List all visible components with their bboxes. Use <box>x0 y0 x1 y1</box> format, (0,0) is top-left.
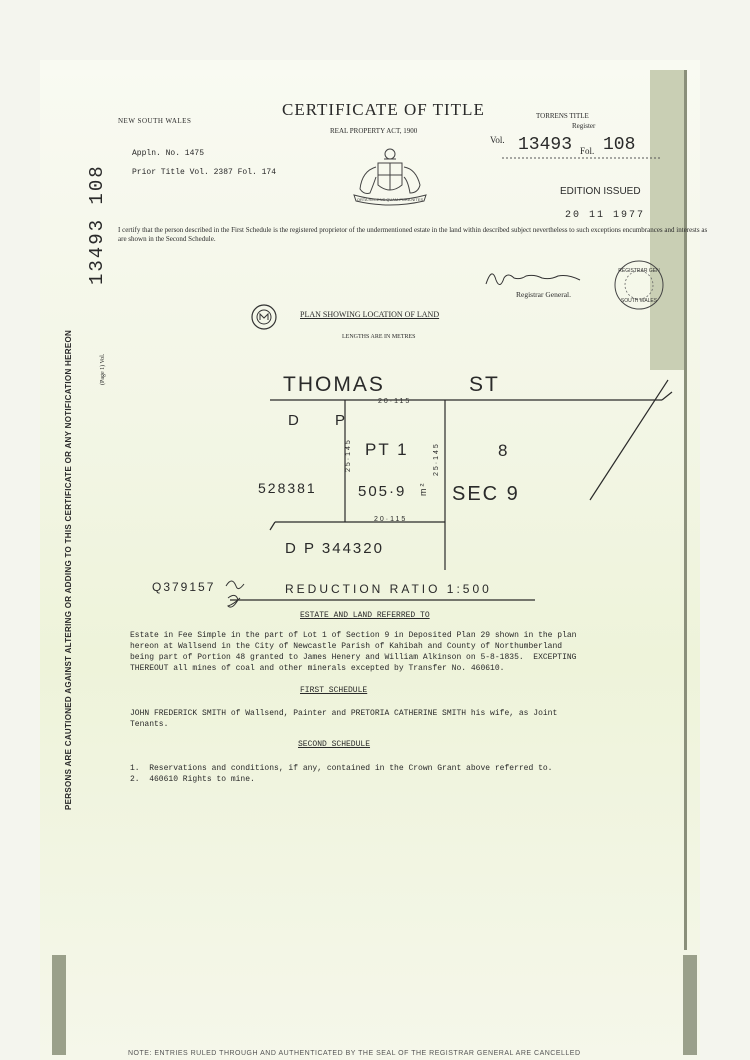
reduction-ratio: REDUCTION RATIO 1:500 <box>285 582 492 596</box>
prior-title: Prior Title Vol. 2387 Fol. 174 <box>132 168 277 177</box>
first-schedule-heading: FIRST SCHEDULE <box>300 686 368 695</box>
edition-label: EDITION ISSUED <box>560 186 641 197</box>
footer-note: NOTE: ENTRIES RULED THROUGH AND AUTHENTICATED BY THE SEAL OF THE REGISTRAR GENERAL ARE CANCELLED <box>128 1050 581 1057</box>
svg-text:ORTA RECENS QUAM PURA NITES: ORTA RECENS QUAM PURA NITES <box>356 197 424 202</box>
adjacent-plan-number: 528381 <box>258 480 317 496</box>
dimension-side-right: 25·145 <box>433 442 440 476</box>
dp-label-top: D P <box>288 412 362 429</box>
handwritten-reference: Q379157 <box>152 580 216 594</box>
street-name-right: ST <box>469 373 500 396</box>
estate-description: Estate in Fee Simple in the part of Lot 1 of Section 9 in Deposited Plan 29 shown in the plan hereon at Wallsend in the City of Newcastle Parish of Kahibah and County of Northumberland being part of Portion 48 granted to James Henery and William Alkinson on 5-8-1835. EXCEPTING THEREOUT all mines of coal and other minerals excepted by Transfer No. 460610. <box>130 631 577 673</box>
page-title: CERTIFICATE OF TITLE <box>282 100 485 119</box>
second-schedule-body: 1. Reservations and conditions, if any, contained in the Crown Grant above referred to. 2. 460610 Rights to mine. <box>130 764 553 784</box>
dimension-top: 20·115 <box>378 398 412 405</box>
lengths-note: LENGTHS ARE IN METRES <box>342 334 416 340</box>
handwritten-initials <box>222 576 248 612</box>
fol-label: Fol. <box>580 146 595 156</box>
dp-label-bottom: D P 344320 <box>285 540 384 557</box>
first-schedule-body: JOHN FREDERICK SMITH of Wallsend, Painter and PRETORIA CATHERINE SMITH his wife, as Joint Tenants. <box>130 709 558 729</box>
issue-date: 20 11 1977 <box>565 210 646 221</box>
act-label: REAL PROPERTY ACT, 1900 <box>330 127 418 135</box>
lot-label: PT 1 <box>365 440 409 459</box>
certify-statement: I certify that the person described in the First Schedule is the registered proprietor of the undermentioned estate in the land within described subject nevertheless to such exceptions encumbrances and interests as are shown in the Second Schedule. <box>118 226 708 243</box>
svg-text:REGISTRAR GEN: REGISTRAR GEN <box>618 268 660 274</box>
registrar-label: Registrar General. <box>516 290 571 299</box>
margin-volume-folio: 13493 108 <box>86 164 108 285</box>
plan-title: PLAN SHOWING LOCATION OF LAND <box>300 310 440 319</box>
state-label: NEW SOUTH WALES <box>118 117 192 125</box>
dimension-bottom: 20·115 <box>374 516 408 523</box>
lot-area: 505·9 <box>358 483 407 500</box>
second-schedule-heading: SECOND SCHEDULE <box>298 740 371 749</box>
page-edge-bottom-left <box>52 955 66 1055</box>
folio-number: 108 <box>603 135 636 155</box>
torrens-label: TORRENS TITLE <box>536 112 589 120</box>
margin-page-label: (Page 1) Vol. <box>100 353 106 385</box>
dimension-side-left: 25·145 <box>345 438 352 472</box>
adjacent-lot-number: 8 <box>498 441 510 460</box>
caution-notice: PERSONS ARE CAUTIONED AGAINST ALTERING OR ADDING TO THIS CERTIFICATE OR ANY NOTIFICATION HEREON <box>64 329 73 810</box>
vol-label: Vol. <box>490 135 505 145</box>
estate-heading: ESTATE AND LAND REFERRED TO <box>300 611 430 620</box>
section-label: SEC 9 <box>452 483 520 505</box>
register-label: Register <box>572 122 596 130</box>
volume-number: 13493 <box>518 135 573 155</box>
svg-text:SOUTH WALES: SOUTH WALES <box>620 298 658 304</box>
lot-area-unit: m² <box>418 481 428 496</box>
application-number: Appln. No. 1475 <box>132 149 205 158</box>
street-name-left: THOMAS <box>283 373 385 396</box>
page-edge-bottom-right <box>683 955 697 1055</box>
